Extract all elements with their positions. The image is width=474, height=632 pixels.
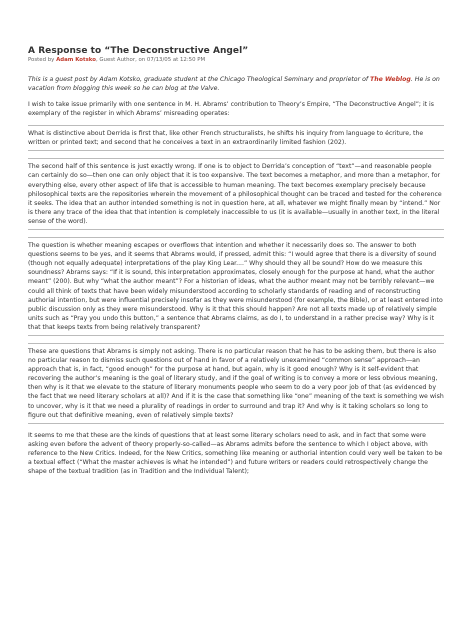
body-block — [28, 158, 444, 230]
byline-suffix: , Guest Author, on 07/13/05 at 12:50 PM — [95, 57, 206, 63]
body-paragraph-1: The second half of this sentence is just exactly wrong. If one is to object to Derrida’s conception of “text”—and reasonable people can certainly do so—then one can only object that it is too expansive. The text becomes a metaphor, and more than a metaphor, for everything else, every other aspect of life that is accessible to human meaning. The text becomes exemplary precisely because philosophical texts are the repositories wherein the movement of a philosophical thought can be traced and tested for the coherence it seeks. The idea that an author intended something is not in question here, at all, whatever we might finally mean by “intend.” Nor is there any trace of the idea that that intention is completely inaccessible to us (it is available—usually in another text, in the literal sense of the word). — [28, 163, 442, 225]
weblog-link[interactable]: The Weblog — [370, 76, 411, 83]
guest-intro — [28, 75, 444, 93]
body-paragraph-4: It seems to me that these are the kinds of questions that at least some literary scholars need to ask, and in fact that some were asking even before the advent of theory properly-so-called—as Abrams admits before the sentence to which I object above, with reference to the New Critics. Indeed, for the New Critics, something like meaning or authorial intention could very well be taken to be a textual effect (“What the master achieves is what he intended”) and future writers or readers could retrospectively change the shape of the textual tradition (as in Tradition and the Individual Talent); — [28, 431, 443, 476]
lead-paragraph: I wish to take issue primarily with one sentence in M. H. Abrams’ contribution to Theory’s Empire, “The Deconstructive Angel”; it is exemplary of the register in which Abrams’ misreading operates: — [28, 101, 435, 118]
body-block-2 — [28, 237, 444, 336]
quotation-block — [28, 125, 444, 151]
body-block-3 — [28, 343, 444, 424]
quoted-passage: What is distinctive about Derrida is first that, like other French structuralists, he shifts his inquiry from language to écriture, the written or printed text; and second that he conceives a text in an extraordinarily limited fashion (202). — [28, 130, 424, 147]
post-byline — [28, 57, 444, 63]
post-title: A Response to “The Deconstructive Angel” — [28, 46, 249, 56]
author-link[interactable]: Adam Kotsko — [56, 57, 96, 63]
body-paragraph-2: The question is whether meaning escapes or overflows that intention and whether it necessarily does so. The answer to both questions seems to be yes, and it seems that Abrams would, if pressed, admit this: “I would agree that there is a diversity of sound (though not equally adequate) interpretations of the play King Lear....” Why should they all be sound? How do we measure this soundness? Abrams says: “If it is sound, this interpretation approximates, closely enough for the purpose at hand, what the author meant” (200). But why “what the author meant”? For a historian of ideas, what the author meant may not be terribly relevant—we could all think of texts that have been widely misunderstood according to scholarly standards of reading and of reconstructing authorial intention, but were influential precisely insofar as they were misunderstood (for example, the Bible), or at least entered into public discussion only as they were misunderstood. Why is it that this should happen? Are not all texts made up of relatively simple units such as “Pray you undo this button,” a sentence that Abrams claims, as do I, to understand in a rather precise way? Why is it that that keeps texts from being relatively transparent? — [28, 242, 443, 331]
intro-text-end: . He is on vacation from blogging this week so he can blog at the Valve. — [28, 76, 440, 92]
intro-text: This is a guest post by Adam Kotsko, graduate student at the Chicago Theological Seminary and proprietor of — [28, 76, 369, 83]
byline-prefix: Posted by — [28, 57, 55, 63]
body-paragraph-3: These are questions that Abrams is simply not asking. There is no particular reason that he has to be asking them, but there is also no particular reason to dismiss such questions out of hand in favor of a relatively unexamined “common sense” approach—an approach that is, in fact, “good enough” for the purpose at hand, but again, why is it good enough? Why is it self-evident that recovering the author’s meaning is the goal of literary study, and if the goal of writing is to convey a more or less obvious meaning, then why is it that we elevate to the stature of literary monuments people who seem to do a very poor job of that (as evidenced by the fact that we need literary scholars at all)? And if it is the case that something like “one” meaning of the text is something we wish to uncover, why is it that we need a plurality of readings in order to surround and trap it? And why is it taking scholars so long to figure out that definitive meaning, even of relatively simple texts? — [28, 347, 444, 419]
